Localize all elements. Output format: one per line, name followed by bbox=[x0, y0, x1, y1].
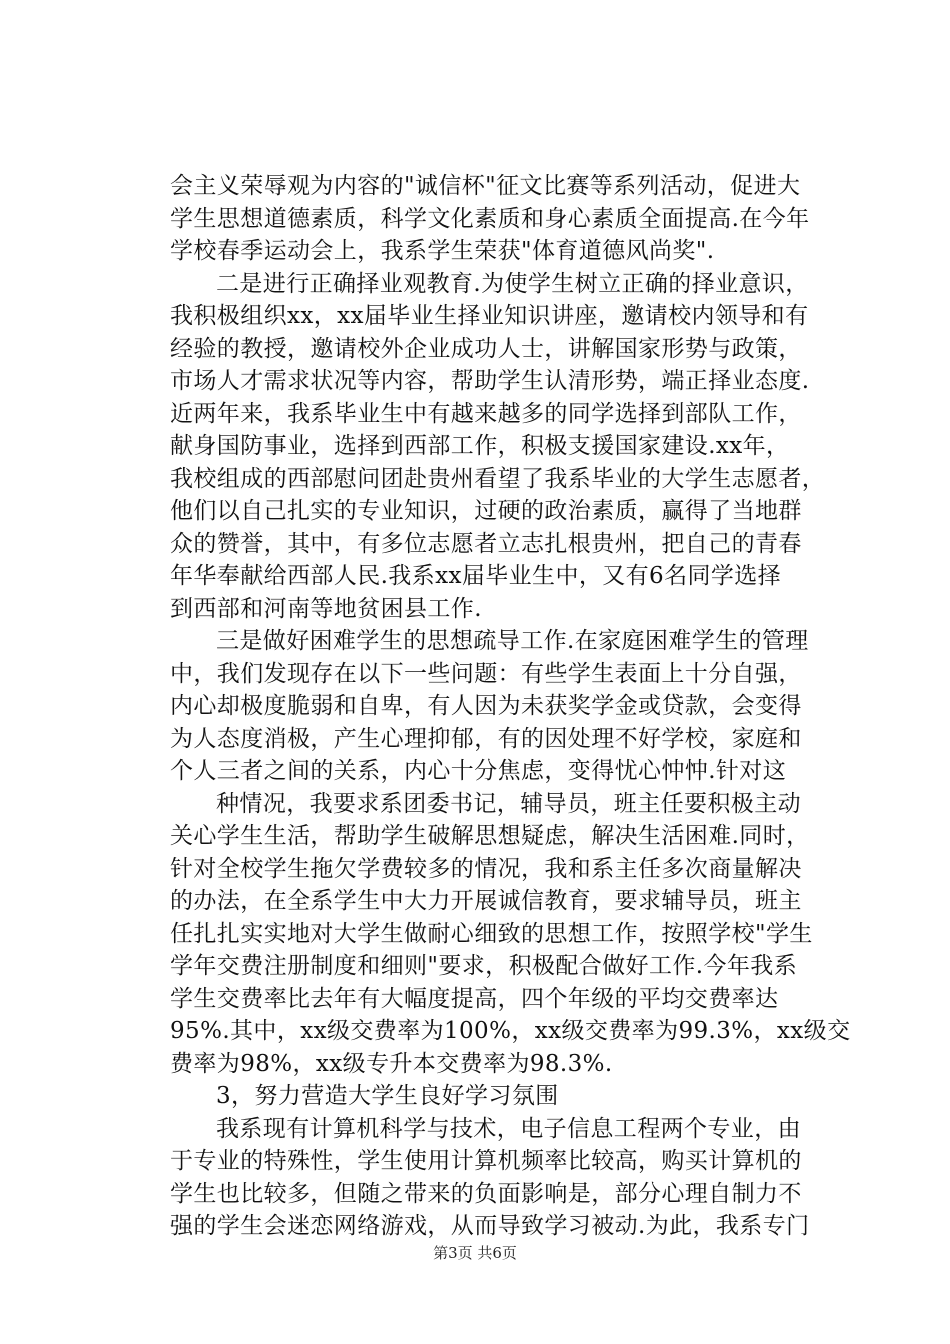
text-line: 个人三者之间的关系，内心十分焦虑，变得忧心忡忡.针对这 bbox=[170, 758, 787, 784]
text-line: 针对全校学生拖欠学费较多的情况，我和系主任多次商量解决 bbox=[170, 855, 802, 882]
text-line: 众的赞誉，其中，有多位志愿者立志扎根贵州，把自己的青春 bbox=[170, 530, 802, 557]
text-line: 近两年来，我系毕业生中有越来越多的同学选择到部队工作， bbox=[170, 400, 802, 427]
text-line: 市场人才需求状况等内容，帮助学生认清形势，端正择业态度. bbox=[170, 368, 810, 394]
text-line: 学年交费注册制度和细则"要求，积极配合做好工作.今年我系 bbox=[170, 953, 798, 979]
text-line: 的办法，在全系学生中大力开展诚信教育，要求辅导员，班主 bbox=[170, 888, 802, 914]
text-line: 内心却极度脆弱和自卑，有人因为未获奖学金或贷款，会变得 bbox=[170, 693, 802, 719]
text-line: 学生交费率比去年有大幅度提高，四个年级的平均交费率达 bbox=[170, 985, 779, 1012]
text-line: 我积极组织xx，xx届毕业生择业知识讲座，邀请校内领导和有 bbox=[170, 303, 809, 329]
text-line: 到西部和河南等地贫困县工作. bbox=[170, 595, 482, 622]
text-line: 为人态度消极，产生心理抑郁，有的因处理不好学校，家庭和 bbox=[170, 725, 802, 752]
paragraph-start-line: 我系现有计算机科学与技术，电子信息工程两个专业，由 bbox=[216, 1115, 801, 1142]
section-heading: 3，努力营造大学生良好学习氛围 bbox=[216, 1083, 559, 1109]
text-line: 会主义荣辱观为内容的"诚信杯"征文比赛等系列活动，促进大 bbox=[170, 173, 801, 199]
text-line: 献身国防事业，选择到西部工作，积极支援国家建设.xx年， bbox=[170, 433, 790, 459]
text-line: 学生思想道德素质，科学文化素质和身心素质全面提高.在今年 bbox=[170, 205, 810, 232]
text-line: 学校春季运动会上，我系学生荣获"体育道德风尚奖". bbox=[170, 238, 715, 264]
text-line: 95%.其中，xx级交费率为100%，xx级交费率为99.3%，xx级交 bbox=[170, 1018, 851, 1044]
paragraph-start-line: 二是进行正确择业观教育.为使学生树立正确的择业意识， bbox=[216, 270, 809, 297]
text-line: 任扎扎实实地对大学生做耐心细致的思想工作，按照学校"学生 bbox=[170, 920, 813, 947]
text-line: 他们以自己扎实的专业知识，过硬的政治素质，赢得了当地群 bbox=[170, 498, 802, 524]
document-body bbox=[170, 170, 851, 1243]
text-line: 费率为98%，xx级专升本交费率为98.3%. bbox=[170, 1050, 613, 1077]
page-number-footer: 第3页 共6页 bbox=[433, 1244, 517, 1262]
text-line: 关心学生生活，帮助学生破解思想疑虑，解决生活困难.同时， bbox=[170, 823, 810, 849]
text-line: 中，我们发现存在以下一些问题：有些学生表面上十分自强， bbox=[170, 660, 802, 687]
text-line: 强的学生会迷恋网络游戏，从而导致学习被动.为此，我系专门 bbox=[170, 1213, 810, 1239]
text-line: 经验的教授，邀请校外企业成功人士，讲解国家形势与政策， bbox=[170, 335, 802, 362]
text-line: 于专业的特殊性，学生使用计算机频率比较高，购买计算机的 bbox=[170, 1148, 802, 1174]
paragraph-start-line: 种情况，我要求系团委书记，辅导员，班主任要积极主动 bbox=[216, 790, 801, 817]
text-line: 年华奉献给西部人民.我系xx届毕业生中，又有6名同学选择 bbox=[170, 563, 782, 589]
text-line: 我校组成的西部慰问团赴贵州看望了我系毕业的大学生志愿者， bbox=[170, 465, 826, 492]
paragraph-start-line: 三是做好困难学生的思想疏导工作.在家庭困难学生的管理 bbox=[216, 628, 809, 654]
text-line: 学生也比较多，但随之带来的负面影响是，部分心理自制力不 bbox=[170, 1180, 802, 1207]
